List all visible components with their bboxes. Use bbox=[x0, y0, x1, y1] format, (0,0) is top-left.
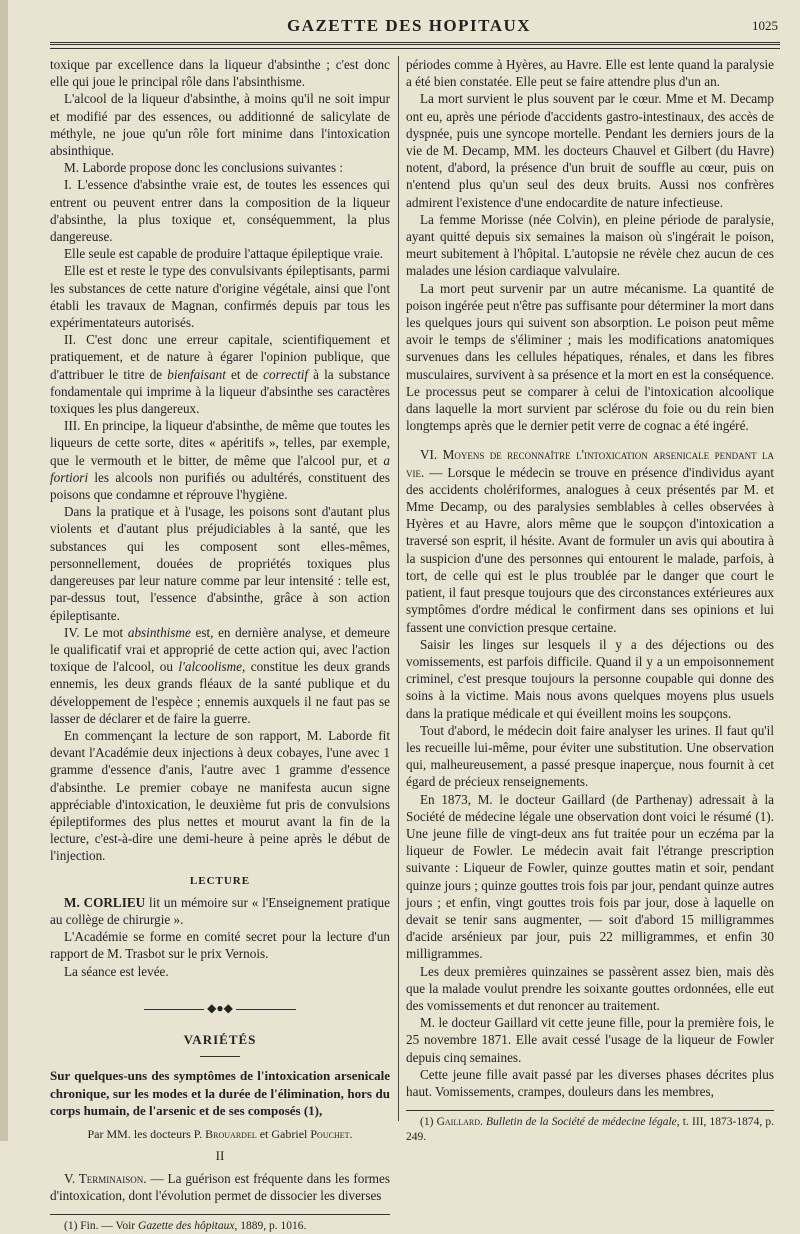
paragraph: M. Laborde propose donc les conclusions suivantes : bbox=[64, 160, 344, 176]
paragraph: Cette jeune fille avait passé par les diverses phases décrites plus haut. Vomissements, crampes, douleurs dans les membres, bbox=[406, 1066, 774, 1099]
page-header bbox=[40, 12, 778, 42]
paragraph: En commençant la lecture de son rapport, M. Laborde fit devant l'Académie deux injections à deux cobayes, l'une avec 1 gramme d'essence d'anis, l'autre avec 1 gramme d'essence d'absinthe. Le premier cobaye ne manifesta aucun signe appréciable d'intoxication, le deuxième fut pris de convulsions épileptiformes des plus nettes et mourut avant la fin de la lecture, c'est-à-dire une demi-heure à peine après le début de l'injection. bbox=[50, 727, 390, 864]
paragraph: IV. Le mot absinthisme est, en dernière analyse, et demeure le qualificatif vrai et approprié de cette action qui, avec l'action toxique de l'alcool, ou l'alcoolisme, constitue les deux grands ennemis, les deux grands fléaux de la santé publique et du développement de l'espèce ; ennemis auxquels il ne faut pas se lasser de déclarer et de faire la guerre. bbox=[50, 624, 391, 726]
header-rule-thin bbox=[50, 48, 780, 49]
paragraph: Elle est et reste le type des convulsivants épileptisants, parmi les substances de cette nature d'origine végétale, ainsi que l'ont établi les travaux de Magnan, confirmés depuis par tous les expérimentateurs autorisés. bbox=[50, 263, 390, 331]
footnote: (1) Fin. — Voir Gazette des hôpitaux, 1889, p. 1016. bbox=[64, 1220, 307, 1233]
left-column bbox=[50, 56, 390, 1234]
paragraph: périodes comme à Hyères, au Havre. Elle est lente quand la paralysie a été bien constatée. Elle peut se faire attendre plus d'un an. bbox=[406, 57, 774, 90]
paragraph: V. Terminaison. — La guérison est fréquente dans les formes d'intoxication, dont l'évolution permet de dissocier les diverses bbox=[50, 1171, 390, 1204]
paragraph: La mort peut survenir par un autre mécanisme. La quantité de poison ingérée peut n'être pas suffisante pour déterminer la mort dans les quelques jours qui suivent son absorption. Le poison peut même avoir le temps de s'éliminer ; mais les modifications anatomiques survenues dans les cellules hépatiques, rénales, et dans les fibres musculaires, survivent à sa présence et la mort en est la conséquence. Le processus peut se comparer à celui de l'intoxication alcoolique dans laquelle la mort survient par sclérose du foie ou du rein bien longtemps après que le dernier petit verre de cognac a été ingéré. bbox=[406, 280, 774, 434]
paragraph: VI. Moyens de reconnaître l'intoxication arsenicale pendant la vie. — Lorsque le médecin se trouve en présence d'individus ayant des accidents cholériformes, analogues à ceux présentés par M. et Mme Decamp, ou des paralysies semblables à celles observées à Hyères et au Havre, alors même que le soupçon d'intoxication a traversé son esprit, il hésite. Avant de formuler un avis qui aboutira à la suspicion d'une des personnes qui entourent le malade, parfois, à tort, de celle qui est le plus troublée par le danger que court le patient, il faut presque toujours que des circonstances extérieures aux symptômes d'ordre médical le confirment dans ses opinions et lui fassent une conviction presque certaine. bbox=[406, 447, 774, 635]
section-heading-varietes: VARIÉTÉS bbox=[183, 1031, 257, 1047]
header-rule bbox=[50, 42, 780, 45]
paragraph: La mort survient le plus souvent par le cœur. Mme et M. Decamp ont eu, après une période d'accidents gastro-intestinaux, des accès de dyspnée, puis une syncope mortelle. Pendant les derniers jours de la vie de M. Decamp, MM. les docteurs Chauvel et Gilbert (du Havre) notent, d'abord, la présence d'un bruit de souffle au cœur, puis on n'entend plus qu'un seul des deux bruits. Aussi nos confrères admirent l'existence d'une endocardite de nature infectieuse. bbox=[406, 91, 774, 210]
part-number: II bbox=[215, 1147, 225, 1163]
section-heading-lecture: LECTURE bbox=[189, 874, 251, 887]
paragraph: L'Académie se forme en comité secret pour la lecture d'un rapport de M. Trasbot sur le prix Vernois. bbox=[50, 929, 390, 962]
paragraph: Tout d'abord, le médecin doit faire analyser les urines. Il faut qu'il les recueille lui-même, pour éviter une substitution. Une observation qui, malheureusement, a passé presque inaperçue, nous fournit à cet égard de précieux renseignements. bbox=[406, 722, 774, 790]
article-title: Sur quelques-uns des symptômes de l'intoxication arsenicale chronique, sur les modes et la durée de l'élimination, hors du corps humain, de l'arsenic et de ses composés (1), bbox=[50, 1068, 390, 1119]
footnote-rule bbox=[406, 1110, 774, 1111]
journal-title: GAZETTE DES HOPITAUX bbox=[286, 16, 532, 35]
paragraph: II. C'est donc une erreur capitale, scientifiquement et pratiquement, et de nature à égarer l'opinion publique, que d'attribuer le titre de bienfaisant et de correctif à la substance fondamentale qui imprime à la liqueur d'absinthe ses caractères toxiques les plus dangereux. bbox=[50, 332, 391, 417]
page-number: 1025 bbox=[752, 18, 778, 33]
section-divider-ornament: ◆●◆ bbox=[50, 1000, 390, 1017]
paragraph: toxique par excellence dans la liqueur d'absinthe ; c'est donc elle qui joue le principal rôle dans l'absinthisme. bbox=[50, 57, 390, 90]
paragraph: M. le docteur Gaillard vit cette jeune fille, pour la première fois, le 25 novembre 1871. Elle avait cessé l'usage de la liqueur de Fowler depuis cinq semaines. bbox=[406, 1015, 774, 1065]
article-byline: Par MM. les docteurs P. Brouardel et Gabriel Pouchet. bbox=[87, 1126, 353, 1141]
paragraph: III. En principe, la liqueur d'absinthe, de même que toutes les liqueurs de cette sorte, dites « apéritifs », telles, par exemple, que le vermouth et le bitter, de même que l'alcool pur, et a fortiori les alcools non purifiés ou adultérés, constituent des poisons que condamne et réprouve l'hygiène. bbox=[50, 418, 390, 503]
column-separator bbox=[398, 56, 399, 1121]
paragraph: M. CORLIEU lit un mémoire sur « l'Enseignement pratique au collège de chirurgie ». bbox=[50, 894, 390, 927]
paragraph: Dans la pratique et à l'usage, les poisons sont d'autant plus violents et d'autant plus préjudiciables à la santé, que les substances qui les composent sont elles-mêmes, personnellement, douées de propriétés toxiques plus dangereuses par leur nature comme par leur intensité : telle est, par-dessus tout, l'essence d'absinthe, grâce à son action épileptisante. bbox=[50, 504, 390, 623]
paragraph: La séance est levée. bbox=[64, 963, 169, 979]
paragraph: En 1873, M. le docteur Gaillard (de Parthenay) adressait à la Société de médecine légale une observation dont voici le résumé (1). Une jeune fille de vingt-deux ans fut traitée pour un eczéma par la liqueur de Fowler. Le médecin avait fait l'étrange prescription suivante : Liqueur de Fowler, quinze gouttes matin et soir, pendant quinze jours ; quinze gouttes trois fois par jour, pendant quinze autres jours ; et enfin, vingt gouttes trois fois par jour, dose à laquelle on devait se tenir sans augmenter, — soit d'abord 15 milligrammes d'acide arsénieux par jour, puis 22 milligrammes, et enfin 30 milligrammes. bbox=[406, 791, 774, 962]
heading-underline bbox=[200, 1056, 240, 1057]
footnote: (1) Gaillard. Bulletin de la Société de médecine légale, t. III, 1873-1874, p. 249. bbox=[406, 1116, 775, 1144]
paragraph: Saisir les linges sur lesquels il y a des déjections ou des vomissements, est parfois difficile. Quand il y a un empoisonnement criminel, c'est presque toujours la personne coupable qui donne des soins à la victime. Mais nous avons quelques moyens plus usuels dans la pratique médicale et qui éveillent moins les soupçons. bbox=[406, 636, 774, 721]
paragraph: Elle seule est capable de produire l'attaque épileptique vraie. bbox=[64, 246, 384, 262]
paragraph: La femme Morisse (née Colvin), en pleine période de paralysie, ayant quitté depuis six semaines la maison où s'ingérait le poison, meurt subitement à l'hôpital. L'autopsie ne révèle chez aucun de ces malades une lésion cardiaque valvulaire. bbox=[406, 211, 774, 279]
paragraph: L'alcool de la liqueur d'absinthe, à moins qu'il ne soit impur et modifié par des essences, ou additionné de salicylate de méthyle, ne joue qu'un rôle fort minime dans l'intoxication absinthique. bbox=[50, 91, 390, 159]
page-binding-edge bbox=[0, 0, 8, 1141]
footnote-rule bbox=[50, 1214, 390, 1215]
paragraph: I. L'essence d'absinthe vraie est, de toutes les essences qui entrent ou peuvent entrer dans la composition de la liqueur d'absinthe, la plus toxique et, conséquemment, la plus dangereuse. bbox=[50, 177, 390, 245]
paragraph: Les deux premières quinzaines se passèrent assez bien, mais dès que la malade voulut prendre les soixante gouttes ordonnées, elle eut des vomissements et dut renoncer au traitement. bbox=[406, 963, 774, 1013]
right-column bbox=[406, 56, 774, 1145]
